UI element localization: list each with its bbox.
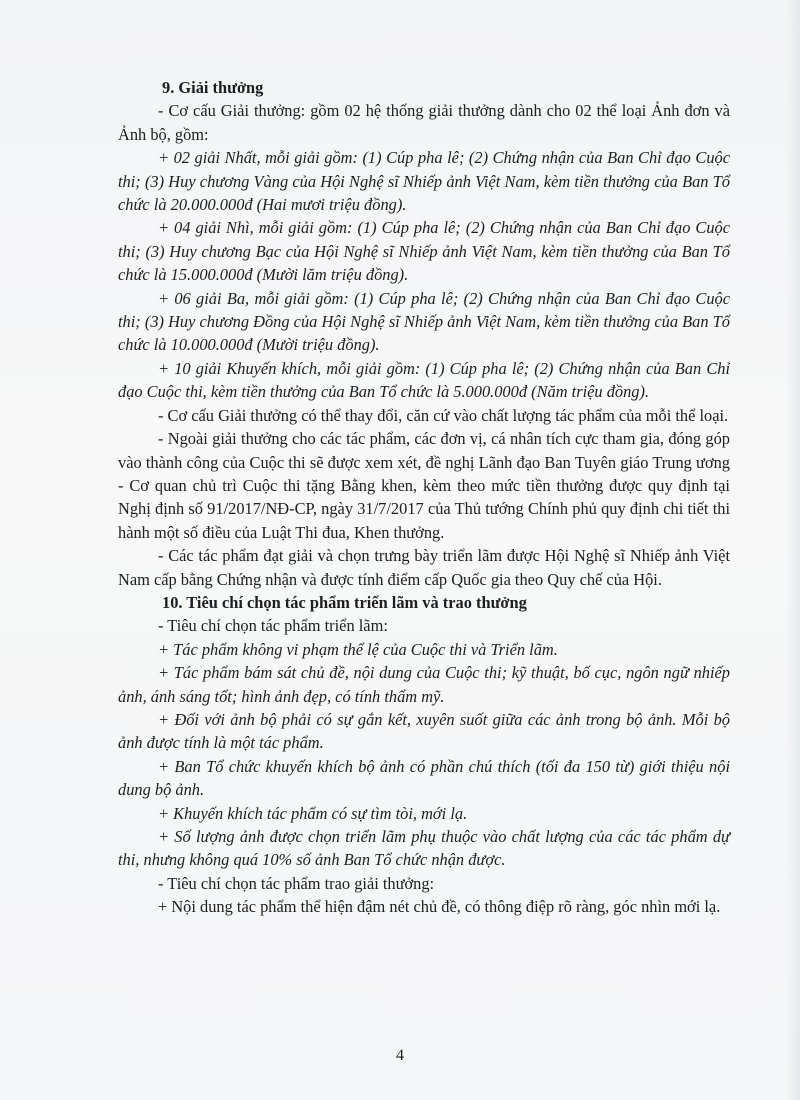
paragraph: - Tiêu chí chọn tác phẩm trao giải thưởng: [158, 873, 435, 893]
section-9-heading: 9. Giải thưởng [162, 78, 264, 97]
paragraph: - Cơ cấu Giải thưởng có thể thay đổi, căn cứ vào chất lượng tác phẩm của mỗi thể loại. [158, 405, 729, 425]
paragraph: + Nội dung tác phẩm thể hiện đậm nét chủ đề, có thông điệp rõ ràng, góc nhìn mới lạ. [158, 897, 721, 917]
paragraph: + Số lượng ảnh được chọn triển lãm phụ thuộc vào chất lượng của các tác phẩm dự thi, nhưng không quá 10% số ảnh Ban Tổ chức nhận được. [118, 827, 730, 870]
paragraph: + Tác phẩm bám sát chủ đề, nội dung của Cuộc thi; kỹ thuật, bố cục, ngôn ngữ nhiếp ảnh, ánh sáng tốt; hình ảnh đẹp, có tính thẩm mỹ. [118, 663, 730, 706]
paragraph: + Đối với ảnh bộ phải có sự gắn kết, xuyên suốt giữa các ảnh trong bộ ảnh. Mỗi bộ ảnh được tính là một tác phẩm. [118, 709, 730, 753]
paragraph: - Các tác phẩm đạt giải và chọn trưng bày triển lãm được Hội Nghệ sĩ Nhiếp ảnh Việt Nam cấp bằng Chứng nhận và được tính điểm cấp Quốc gia theo Quy chế của Hội. [118, 546, 730, 589]
paragraph: + 04 giải Nhì, mỗi giải gồm: (1) Cúp pha lê; (2) Chứng nhận của Ban Chỉ đạo Cuộc thi; (3) Huy chương Bạc của Hội Nghệ sĩ Nhiếp ảnh Việt Nam, kèm tiền thưởng của Ban Tổ chức là 15.000.000đ (Mười lăm triệu đồng). [118, 218, 730, 285]
paragraph: + Ban Tổ chức khuyến khích bộ ảnh có phần chú thích (tối đa 150 từ) giới thiệu nội dung bộ ảnh. [118, 756, 730, 800]
document-body [118, 76, 730, 919]
paragraph: + 06 giải Ba, mỗi giải gồm: (1) Cúp pha lê; (2) Chứng nhận của Ban Chỉ đạo Cuộc thi; (3) Huy chương Đồng của Hội Nghệ sĩ Nhiếp ảnh Việt Nam, kèm tiền thưởng của Ban Tổ chức là 10.000.000đ (Mười triệu đồng). [118, 288, 730, 355]
paragraph: + 02 giải Nhất, mỗi giải gồm: (1) Cúp pha lê; (2) Chứng nhận của Ban Chỉ đạo Cuộc thi; (3) Huy chương Vàng của Hội Nghệ sĩ Nhiếp ảnh Việt Nam, kèm tiền thưởng của Ban Tổ chức là 20.000.000đ (Hai mươi triệu đồng). [118, 148, 730, 215]
paragraph: - Cơ cấu Giải thưởng: gồm 02 hệ thống giải thưởng dành cho 02 thể loại Ảnh đơn và Ảnh bộ, gồm: [118, 101, 730, 144]
scan-edge-shadow [786, 0, 800, 1100]
paragraph: - Ngoài giải thưởng cho các tác phẩm, các đơn vị, cá nhân tích cực tham gia, đóng góp vào thành công của Cuộc thi sẽ được xem xét, đề nghị Lãnh đạo Ban Tuyên giáo Trung ương - Cơ quan chủ trì Cuộc thi tặng Bằng khen, kèm theo mức tiền thưởng được quy định tại Nghị định số 91/2017/NĐ-CP, ngày 31/7/2017 của Thủ tướng Chính phủ quy định chi tiết thi hành một số điều của Luật Thi đua, Khen thưởng. [118, 429, 730, 542]
paragraph: + 10 giải Khuyến khích, mỗi giải gồm: (1) Cúp pha lê; (2) Chứng nhận của Ban Chỉ đạo Cuộc thi, kèm tiền thưởng của Ban Tổ chức là 5.000.000đ (Năm triệu đồng). [118, 358, 730, 402]
page-number: 4 [396, 1047, 404, 1064]
paragraph: + Tác phẩm không vi phạm thể lệ của Cuộc thi và Triển lãm. [158, 639, 558, 659]
section-10-heading: 10. Tiêu chí chọn tác phẩm triển lãm và trao thưởng [162, 592, 527, 612]
paragraph: + Khuyến khích tác phẩm có sự tìm tòi, mới lạ. [158, 803, 468, 823]
paragraph: - Tiêu chí chọn tác phẩm triển lãm: [158, 616, 388, 636]
